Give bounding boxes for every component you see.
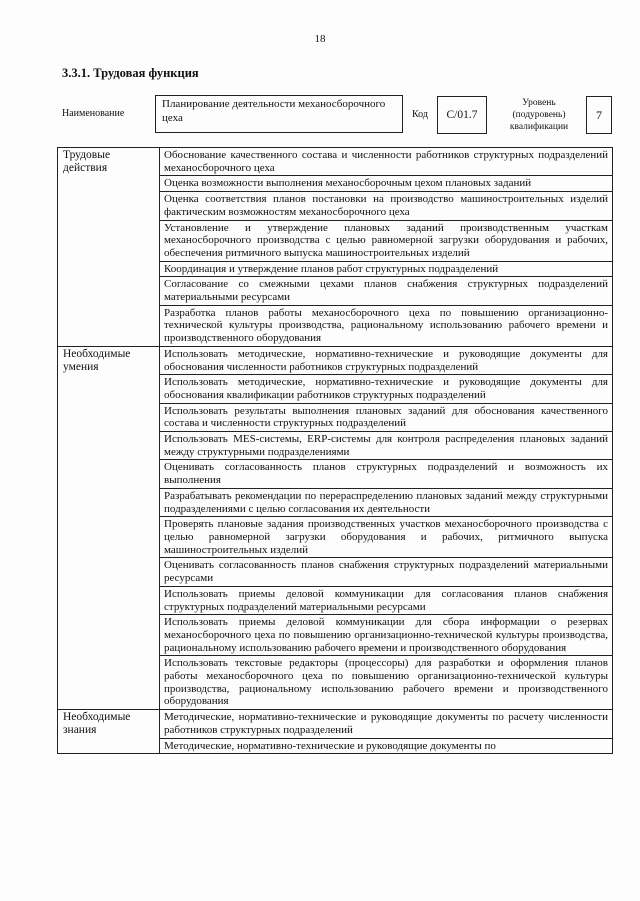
table-cell-item: Обоснование качественного состава и численности работников структурных подразделений механосборочного цеха <box>160 148 613 176</box>
section-title: 3.3.1. Трудовая функция <box>62 66 199 80</box>
category-label: Трудовые действия <box>58 148 160 347</box>
function-table <box>57 147 613 754</box>
table-cell-item: Методические, нормативно-технические и руководящие документы по расчету численности работников структурных подразделений <box>160 710 613 738</box>
table-cell-item: Использовать текстовые редакторы (процессоры) для разработки и оформления планов работы механосборочного цеха по повышению организационно-технической культуры производства, рациональному использованию рабочего времени и производственного оборудования <box>160 656 613 710</box>
table-cell-item: Использовать приемы деловой коммуникации для сбора информации о резервах механосборочного цеха по повышению организационно-технической культуры производства, рациональному использованию рабочего времени и производственного оборудования <box>160 615 613 656</box>
table-cell-item: Оценка возможности выполнения механосборочным цехом плановых заданий <box>160 176 613 192</box>
table-row <box>58 148 613 176</box>
table-row <box>58 710 613 738</box>
code-label: Код <box>412 109 428 120</box>
name-label: Наименование <box>62 108 125 119</box>
table-cell-item: Использовать результаты выполнения плановых заданий для обоснования качественного состава и численности структурных подразделений <box>160 403 613 431</box>
category-label: Необходимые умения <box>58 346 160 709</box>
table-cell-item: Проверять плановые задания производственных участков механосборочного производства с целью равномерной загрузки оборудования и рабочих, ритмичного выпуска машиностроительных изделий <box>160 517 613 558</box>
table-cell-item: Использовать методические, нормативно-технические и руководящие документы для обоснования численности работников структурных подразделений <box>160 346 613 374</box>
table-cell-item: Координация и утверждение планов работ структурных подразделений <box>160 261 613 277</box>
table-cell-item: Согласование со смежными цехами планов снабжения структурных подразделений материальными ресурсами <box>160 277 613 305</box>
table-cell-item: Использовать MES-системы, ERP-системы для контроля распределения плановых заданий между структурными подразделениями <box>160 432 613 460</box>
function-name-box: Планирование деятельности механосборочного цеха <box>155 95 403 133</box>
page-number: 18 <box>314 33 326 45</box>
code-value-box: С/01.7 <box>437 96 487 134</box>
table-cell-item: Разработка планов работы механосборочного цеха по повышению организационно-технической культуры производства, рациональному использованию рабочего времени и производственного оборудования <box>160 305 613 346</box>
table-cell-item: Установление и утверждение плановых заданий производственным участкам механосборочного производства с целью равномерной загрузки оборудования и рабочих, обеспечения ритмичного выпуска машиностроительных изделий <box>160 220 613 261</box>
table-cell-item: Использовать приемы деловой коммуникации для согласования планов снабжения структурных подразделений материальными ресурсами <box>160 586 613 614</box>
category-label: Необходимые знания <box>58 710 160 754</box>
table-cell-item: Оценка соответствия планов постановки на производство машиностроительных изделий фактическим возможностям механосборочного цеха <box>160 192 613 220</box>
qualification-level-label: Уровень (подуровень) квалификации <box>509 98 569 132</box>
table-row <box>58 346 613 374</box>
table-cell-item: Методические, нормативно-технические и руководящие документы по <box>160 738 613 754</box>
table-cell-item: Разрабатывать рекомендации по перераспределению плановых заданий между структурными подразделениями с целью согласования их деятельности <box>160 488 613 516</box>
table-cell-item: Использовать методические, нормативно-технические и руководящие документы для обоснования квалификации работников структурных подразделений <box>160 375 613 403</box>
table-cell-item: Оценивать согласованность планов снабжения структурных подразделений материальными ресурсами <box>160 558 613 586</box>
table-cell-item: Оценивать согласованность планов структурных подразделений и возможность их выполнения <box>160 460 613 488</box>
qualification-level-box: 7 <box>586 96 612 134</box>
